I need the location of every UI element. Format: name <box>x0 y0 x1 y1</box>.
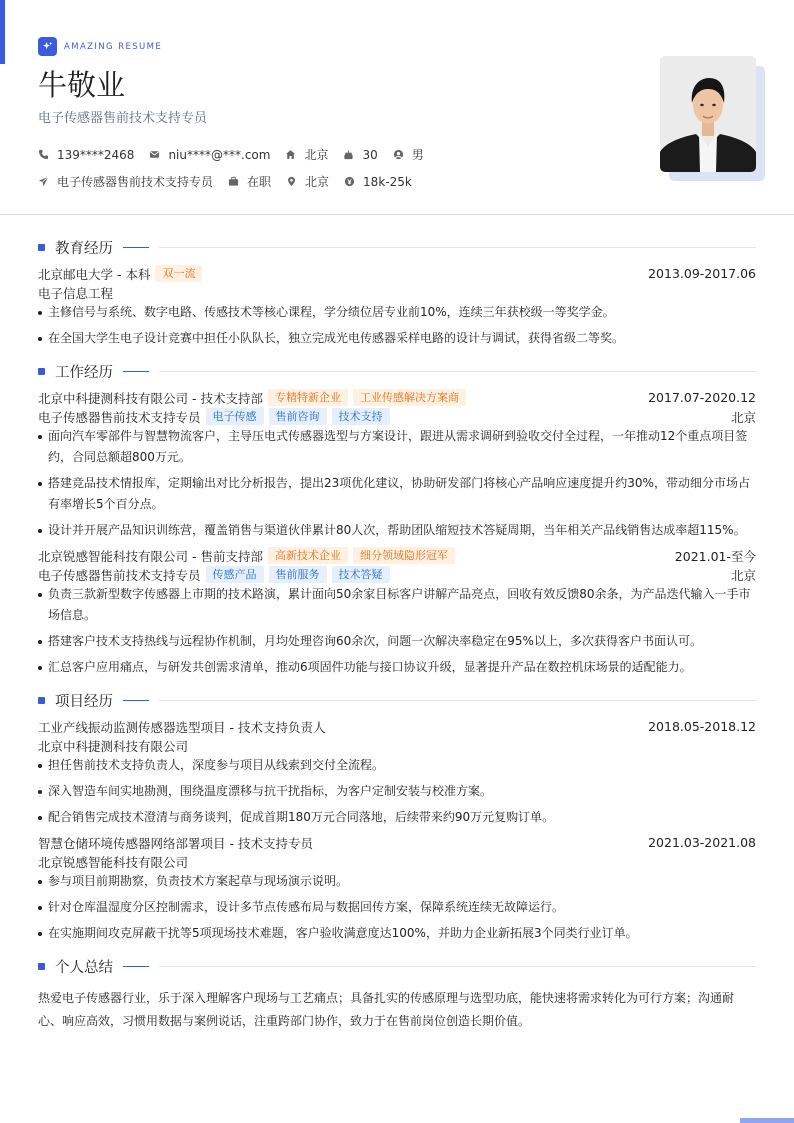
candidate-name: 牛敬业 <box>38 68 126 102</box>
brand-logo-icon <box>38 37 57 56</box>
briefcase-icon <box>228 176 239 187</box>
project-entry <box>38 833 756 944</box>
home-icon <box>285 149 296 160</box>
bullet-list <box>38 426 756 541</box>
target-city-text: 北京 <box>305 175 330 189</box>
company-name: 北京中科捷测科技有限公司 - 技术支持部 <box>38 390 263 406</box>
company-tag: 高新技术企业 <box>268 547 348 564</box>
projects-section-title <box>38 683 756 717</box>
project-name: 工业产线振动监测传感器选型项目 - 技术支持负责人 <box>38 719 326 735</box>
target-city-item <box>286 173 329 190</box>
project-name: 智慧仓储环境传感器网络部署项目 - 技术支持专员 <box>38 835 313 851</box>
entry-subheader <box>38 283 756 302</box>
mail-icon <box>149 149 160 160</box>
contact-row <box>38 146 439 163</box>
bullet-list <box>38 584 756 678</box>
section-marker <box>38 368 45 375</box>
section-title-text: 个人总结 <box>55 959 113 976</box>
gender-text: 男 <box>411 148 424 162</box>
entry-subheader <box>38 736 756 755</box>
target-job-item <box>38 173 213 190</box>
entry-subheader <box>38 852 756 871</box>
entry-location: 北京 <box>730 409 756 425</box>
entry-date: 2021.03-2021.08 <box>648 835 756 850</box>
work-entry <box>38 546 756 678</box>
section-title-text: 工作经历 <box>55 364 113 381</box>
section-divider <box>159 371 756 372</box>
entry-header <box>38 833 756 852</box>
phone-item <box>38 148 134 162</box>
entry-subheader <box>38 407 756 426</box>
project-company: 北京锐感智能科技有限公司 <box>38 854 189 870</box>
role-tag: 技术支持 <box>332 408 390 425</box>
job-status-item <box>228 173 271 190</box>
phone-icon <box>38 149 49 160</box>
email-item <box>149 148 270 162</box>
entry-header <box>38 717 756 736</box>
phone-text: 139****2468 <box>57 147 135 162</box>
residence-item <box>285 146 328 163</box>
footer-accent-bar <box>740 1118 794 1123</box>
work-entry <box>38 388 756 541</box>
list-item: 设计并开展产品知识训练营，覆盖销售与渠道伙伴累计80人次，帮助团队缩短技术答疑周期，当年相关产品线销售达成率超115%。 <box>38 520 756 541</box>
section-marker <box>38 963 45 970</box>
cake-icon <box>343 149 354 160</box>
role-tag: 售前服务 <box>269 566 327 583</box>
education-section-title <box>38 230 756 264</box>
school-tag: 双一流 <box>155 265 202 282</box>
project-entry <box>38 717 756 828</box>
resume-header <box>0 0 794 215</box>
bullet-list <box>38 302 756 349</box>
salary-text: 18k-25k <box>363 174 412 189</box>
gender-item <box>393 146 424 163</box>
entry-location: 北京 <box>730 567 756 583</box>
list-item: 面向汽车零部件与智慧物流客户，主导压电式传感器选型与方案设计，跟进从需求调研到验收交付全过程，一年推动12个重点项目签约，合同总额超800万元。 <box>38 426 756 468</box>
company-tag: 工业传感解决方案商 <box>353 389 466 406</box>
list-item: 针对仓库温湿度分区控制需求，设计多节点传感布局与数据回传方案，保障系统连续无故障运行。 <box>38 897 756 918</box>
company-name: 北京锐感智能科技有限公司 - 售前支持部 <box>38 548 263 564</box>
age-text: 30 <box>362 147 378 162</box>
candidate-title: 电子传感器售前技术支持专员 <box>38 111 208 126</box>
list-item: 配合销售完成技术澄清与商务谈判，促成首期180万元合同落地，后续带来约90万元复购订单。 <box>38 807 756 828</box>
entry-date: 2013.09-2017.06 <box>648 266 756 281</box>
entry-date: 2018.05-2018.12 <box>648 719 756 734</box>
summary-section-title <box>38 949 756 983</box>
job-intent-row <box>38 173 427 190</box>
role-tag: 电子传感 <box>206 408 264 425</box>
section-accent-line <box>123 700 149 701</box>
entry-date: 2021.01-至今 <box>674 548 756 564</box>
bullet-list <box>38 755 756 828</box>
section-accent-line <box>123 371 149 372</box>
major-name: 电子信息工程 <box>38 285 114 301</box>
email-text: niu****@***.com <box>168 147 271 162</box>
section-title-text: 教育经历 <box>55 240 113 257</box>
school-name: 北京邮电大学 - 本科 <box>38 266 151 282</box>
entry-header <box>38 388 756 407</box>
summary-text: 热爱电子传感器行业，乐于深入理解客户现场与工艺痛点；具备扎实的传感原理与选型功底，能快速将需求转化为可行方案；沟通耐心、响应高效，习惯用数据与案例说话，注重跨部门协作，致力于在售前岗位创造长期价值。 <box>38 991 735 1028</box>
entry-header <box>38 264 756 283</box>
list-item: 搭建客户技术支持热线与远程协作机制，月均处理咨询60余次，问题一次解决率稳定在95%以上，多次获得客户书面认可。 <box>38 631 756 652</box>
salary-item <box>344 175 412 189</box>
role-tag: 传感产品 <box>206 566 264 583</box>
work-section-title <box>38 354 756 388</box>
list-item: 在全国大学生电子设计竞赛中担任小队队长，独立完成光电传感器采样电路的设计与调试，获得省级二等奖。 <box>38 328 756 349</box>
role-tag: 售前咨询 <box>269 408 327 425</box>
send-icon <box>38 176 49 187</box>
section-marker <box>38 244 45 251</box>
list-item: 汇总客户应用痛点，与研发共创需求清单，推动6项固件功能与接口协议升级，显著提升产品在数控机床场景的适配能力。 <box>38 657 756 678</box>
list-item: 在实施期间攻克屏蔽干扰等5项现场技术难题，客户验收满意度达100%，并助力企业新拓展3个同类行业订单。 <box>38 923 756 944</box>
company-tag: 细分领域隐形冠军 <box>353 547 455 564</box>
age-item <box>343 148 377 162</box>
bullet-list <box>38 871 756 944</box>
brand-text: AMAZING RESUME <box>64 41 163 52</box>
list-item: 深入智造车间实地勘测，围绕温度漂移与抗干扰指标，为客户定制安装与校准方案。 <box>38 781 756 802</box>
list-item: 搭建竞品技术情报库，定期输出对比分析报告，提出23项优化建议，协助研发部门将核心产品响应速度提升约30%，带动细分市场占有率增长5个百分点。 <box>38 473 756 515</box>
list-item: 负责三款新型数字传感器上市期的技术路演，累计面向50余家目标客户讲解产品亮点，回收有效反馈80余条，为产品迭代输入一手市场信息。 <box>38 584 756 626</box>
section-title-text: 项目经历 <box>55 693 113 710</box>
section-divider <box>159 700 756 701</box>
job-status-text: 在职 <box>247 175 272 189</box>
entry-header <box>38 546 756 565</box>
section-divider <box>159 966 756 967</box>
gender-icon <box>393 149 404 160</box>
role-tag: 技术答疑 <box>332 566 390 583</box>
residence-text: 北京 <box>304 148 329 162</box>
entry-subheader <box>38 565 756 584</box>
salary-icon <box>344 176 355 187</box>
section-divider <box>159 247 756 248</box>
role-name: 电子传感器售前技术支持专员 <box>38 409 201 425</box>
target-job-text: 电子传感器售前技术支持专员 <box>57 175 214 189</box>
list-item: 担任售前技术支持负责人，深度参与项目从线索到交付全流程。 <box>38 755 756 776</box>
list-item: 参与项目前期勘察，负责技术方案起草与现场演示说明。 <box>38 871 756 892</box>
company-tag: 专精特新企业 <box>268 389 348 406</box>
entry-date: 2017.07-2020.12 <box>648 390 756 405</box>
section-marker <box>38 697 45 704</box>
profile-photo <box>660 56 756 172</box>
brand <box>38 37 162 56</box>
project-company: 北京中科捷测科技有限公司 <box>38 738 189 754</box>
section-accent-line <box>123 247 149 248</box>
resume-body <box>38 230 756 1033</box>
section-accent-line <box>123 966 149 967</box>
education-entry <box>38 264 756 349</box>
list-item: 主修信号与系统、数字电路、传感技术等核心课程，学分绩位居专业前10%，连续三年获校级一等奖学金。 <box>38 302 756 323</box>
location-pin-icon <box>286 176 297 187</box>
role-name: 电子传感器售前技术支持专员 <box>38 567 201 583</box>
